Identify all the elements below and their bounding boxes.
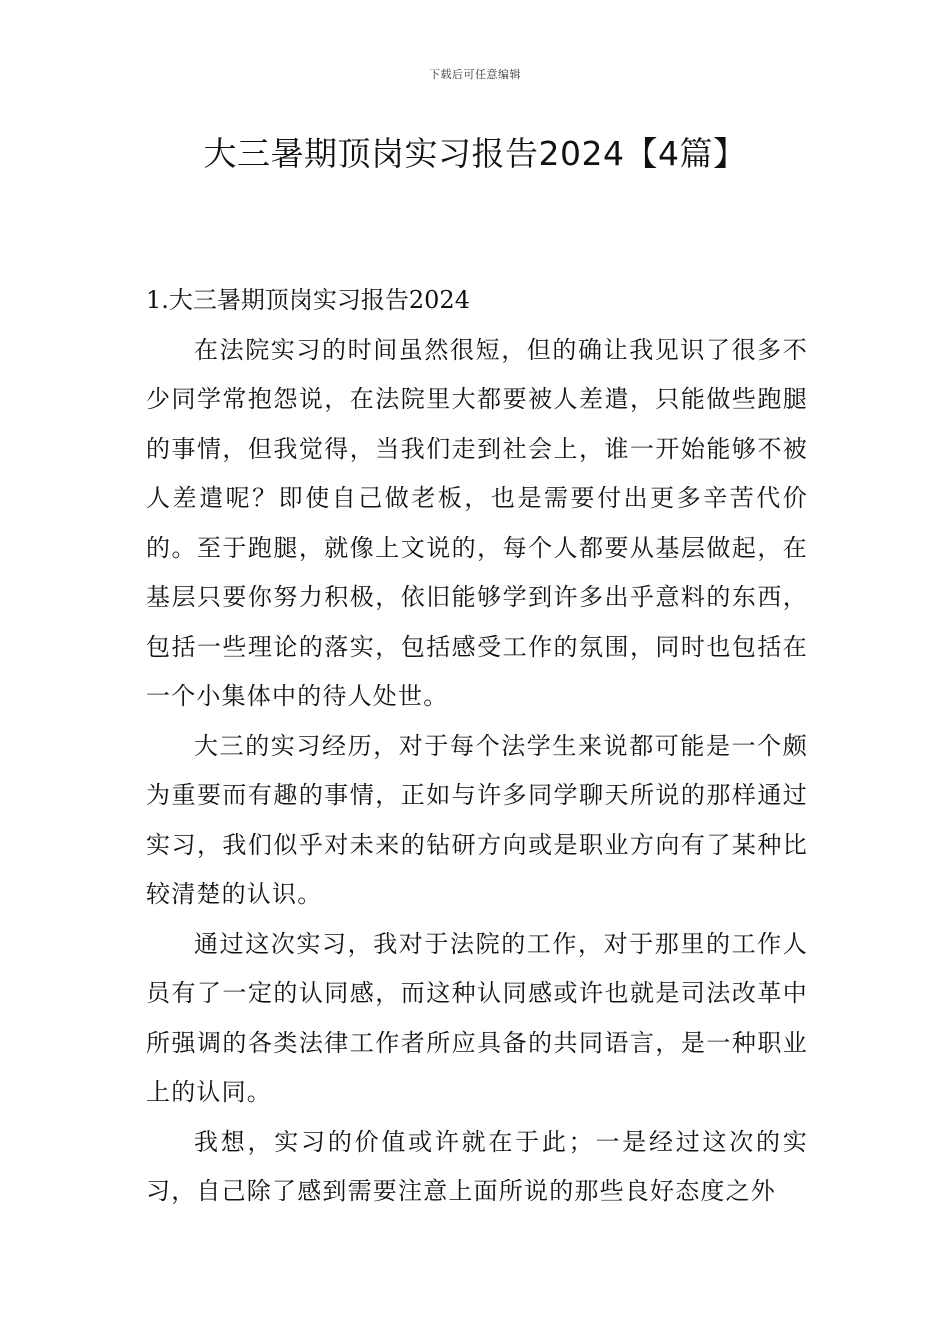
- paragraph-3: 通过这次实习，我对于法院的工作，对于那里的工作人员有了一定的认同感，而这种认同感或许也就是司法改革中所强调的各类法律工作者所应具备的共同语言，是一种职业上的认同。: [146, 929, 808, 1106]
- paragraph-1: 在法院实习的时间虽然很短，但的确让我见识了很多不少同学常抱怨说，在法院里大都要被人差遣，只能做些跑腿的事情，但我觉得，当我们走到社会上，谁一开始能够不被人差遣呢？即使自己做老板，也是需要付出更多辛苦代价的。至于跑腿，就像上文说的，每个人都要从基层做起，在基层只要你努力积极，依旧能够学到许多出乎意料的东西，包括一些理论的落实，包括感受工作的氛围，同时也包括在一个小集体中的待人处世。: [146, 335, 808, 710]
- document-title: 大三暑期顶岗实习报告2024【4篇】: [203, 134, 747, 173]
- section-heading: 1.大三暑期顶岗实习报告2024: [146, 286, 470, 314]
- paragraph-2: 大三的实习经历，对于每个法学生来说都可能是一个颇为重要而有趣的事情，正如与许多同学聊天所说的那样通过实习，我们似乎对未来的钻研方向或是职业方向有了某种比较清楚的认识。: [146, 731, 808, 908]
- document-body: [146, 276, 808, 1217]
- header-note: 下载后可任意编辑: [429, 68, 521, 81]
- paragraph-4: 我想，实习的价值或许就在于此；一是经过这次的实习，自己除了感到需要注意上面所说的那些良好态度之外: [146, 1127, 808, 1205]
